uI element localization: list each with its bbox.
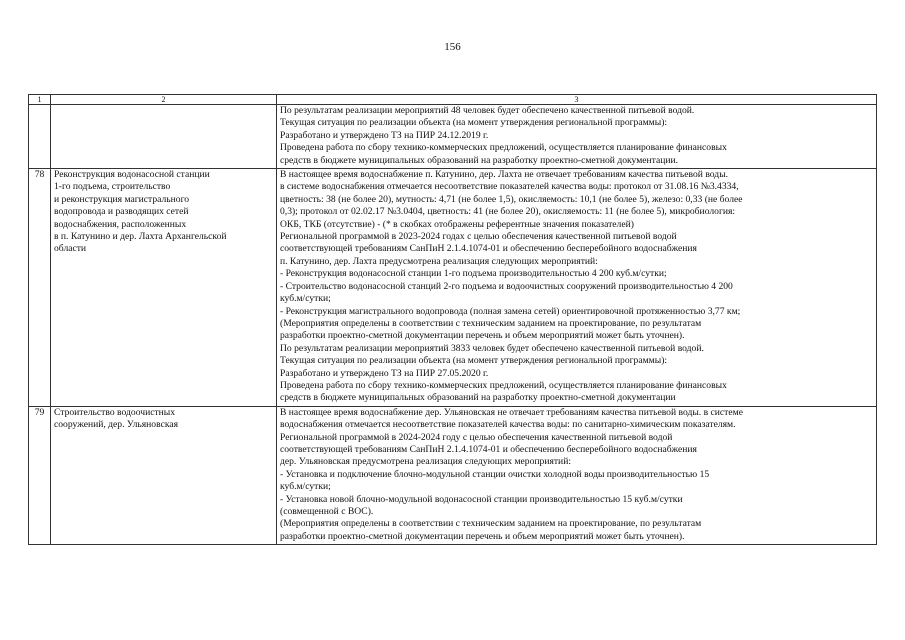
object-name-line: водоснабжения, расположенных bbox=[54, 218, 187, 230]
description-line: По результатам реализации мероприятий 3833 человек будет обеспечено качественной питьевой водой. bbox=[280, 342, 704, 354]
header-cell-description: 3 bbox=[277, 95, 877, 105]
object-name-line: водопровода и разводящих сетей bbox=[54, 206, 189, 218]
description-line: Региональной программой в 2023-2024 годах с целью обеспечения качественной питьевой водой bbox=[280, 231, 677, 243]
description-line: - Установка новой блочно-модульной водонасосной станции производительностью 15 куб.м/сутки bbox=[280, 493, 683, 505]
description-line: (совмещенной с ВОС). bbox=[280, 506, 374, 517]
description-line: разработки проектно-сметной документации перечень и объем мероприятий может быть уточнен). bbox=[280, 530, 685, 542]
row-number-cell: 78 bbox=[29, 169, 51, 407]
program-table bbox=[28, 94, 877, 545]
description-line: В настоящее время водоснабжение дер. Ульяновская не отвечает требованиям качества питьевой воды. в системе bbox=[280, 406, 743, 418]
object-name-line: 1-го подъема, строительство bbox=[54, 181, 171, 193]
description-line: 0,3); протокол от 02.02.17 №3.0404, цветность: 41 (не более 20), окисляемость: 11 (не более 5), микробиология: bbox=[280, 206, 736, 218]
description-line: По результатам реализации мероприятий 48 человек будет обеспечено качественной питьевой водой. bbox=[280, 105, 695, 116]
description-line: куб.м/сутки; bbox=[280, 481, 331, 493]
object-name-cell bbox=[51, 406, 277, 544]
description-line: разработки проектно-сметной документации перечень и объем мероприятий может быть уточнен). bbox=[280, 330, 685, 342]
description-line: Региональной программой в 2024-2024 году с целью обеспечения качественной питьевой водой bbox=[280, 431, 673, 443]
description-line: - Реконструкция водонасосной станции 1-го подъема производительностью 4 200 куб.м/сутки; bbox=[280, 268, 667, 280]
description-line: Проведена работа по сбору технико-коммерческих предложений, осуществляется планирование финансовых bbox=[280, 142, 727, 154]
description-line: п. Катунино, дер. Лахта предусмотрена реализация следующих мероприятий: bbox=[280, 255, 598, 267]
description-line: соответствующей требованиям СанПиН 2.1.4.1074-01 и обеспечению бесперебойного водоснабжения bbox=[280, 243, 697, 255]
object-name-line: Строительство водоочистных bbox=[54, 406, 176, 418]
description-line: Проведена работа по сбору технико-коммерческих предложений, осуществляется планирование финансовых bbox=[280, 379, 727, 391]
table-row bbox=[29, 105, 877, 169]
description-line: средств в бюджете муниципальных образований на разработку проектно-сметной документации. bbox=[280, 154, 679, 166]
description-line: (Мероприятия определены в соответствии с техническим заданием на проектирование, по результатам bbox=[280, 518, 702, 530]
table-row bbox=[29, 169, 877, 407]
description-line: водоснабжения отмечается несоответствие показателей качества воды: по санитарно-химическим показателям. bbox=[280, 419, 736, 431]
description-line: - Установка и подключение блочно-модульной станции очистки холодной воды производительностью 15 bbox=[280, 468, 710, 480]
table-body bbox=[29, 95, 877, 545]
description-line: (Мероприятия определены в соответствии с техническим заданием на проектирование, по результатам bbox=[280, 317, 702, 329]
description-line: в системе водоснабжения отмечается несоответствие показателей качества воды: протокол от 31.08.16 №3.4334, bbox=[280, 181, 739, 193]
description-line: средств в бюджете муниципальных образований на разработку проектно-сметной документации bbox=[280, 392, 676, 404]
description-line: дер. Ульяновская предусмотрена реализация следующих мероприятий: bbox=[280, 456, 571, 468]
object-name-cell bbox=[51, 105, 277, 169]
object-name-line: и реконструкция магистрального bbox=[54, 193, 190, 205]
row-number-cell: 79 bbox=[29, 406, 51, 544]
table-header-row bbox=[29, 95, 877, 105]
description-line: соответствующей требованиям СанПиН 2.1.4.1074-01 и обеспечению бесперебойного водоснабжения bbox=[280, 443, 697, 455]
object-name-line: сооружений, дер. Ульяновская bbox=[54, 419, 179, 431]
page-number: 156 bbox=[444, 41, 461, 53]
object-name-line: области bbox=[54, 243, 87, 255]
description-line: куб.м/сутки; bbox=[280, 293, 331, 305]
description-line: - Строительство водонасосной станций 2-го подъема и водоочистных сооружений производительностью 4 200 bbox=[280, 280, 733, 292]
description-line: Разработано и утверждено ТЗ на ПИР 27.05.2020 г. bbox=[280, 367, 489, 379]
object-name-line: Реконструкция водонасосной станции bbox=[54, 169, 210, 181]
description-line: - Реконструкция магистрального водопровода (полная замена сетей) ориентировочной протяженностью 3,77 км; bbox=[280, 305, 741, 317]
description-line: Текущая ситуация по реализации объекта (на момент утверждения региональной программы): bbox=[280, 355, 668, 367]
description-line: цветность: 38 (не более 20), мутность: 4,71 (не более 1,5), окисляемость: 10,1 (не более 5), железо: 0,33 (не более bbox=[280, 193, 743, 205]
description-line: В настоящее время водоснабжение п. Катунино, дер. Лахта не отвечает требованиям качества питьевой воды. bbox=[280, 169, 729, 181]
header-cell-name: 2 bbox=[51, 95, 277, 105]
description-line: Текущая ситуация по реализации объекта (на момент утверждения региональной программы): bbox=[280, 117, 668, 129]
header-cell-number: 1 bbox=[29, 95, 51, 105]
description-cell bbox=[277, 105, 877, 169]
object-name-cell bbox=[51, 169, 277, 407]
object-name-line: в п. Катунино и дер. Лахта Архангельской bbox=[54, 231, 227, 243]
row-number-cell bbox=[29, 105, 51, 169]
description-cell bbox=[277, 406, 877, 544]
description-line: ОКБ, ТКБ (отсутствие) - (* в скобках отображены референтные значения показателей) bbox=[280, 218, 634, 230]
table-row bbox=[29, 406, 877, 544]
description-cell bbox=[277, 169, 877, 407]
description-line: Разработано и утверждено ТЗ на ПИР 24.12.2019 г. bbox=[280, 129, 489, 141]
